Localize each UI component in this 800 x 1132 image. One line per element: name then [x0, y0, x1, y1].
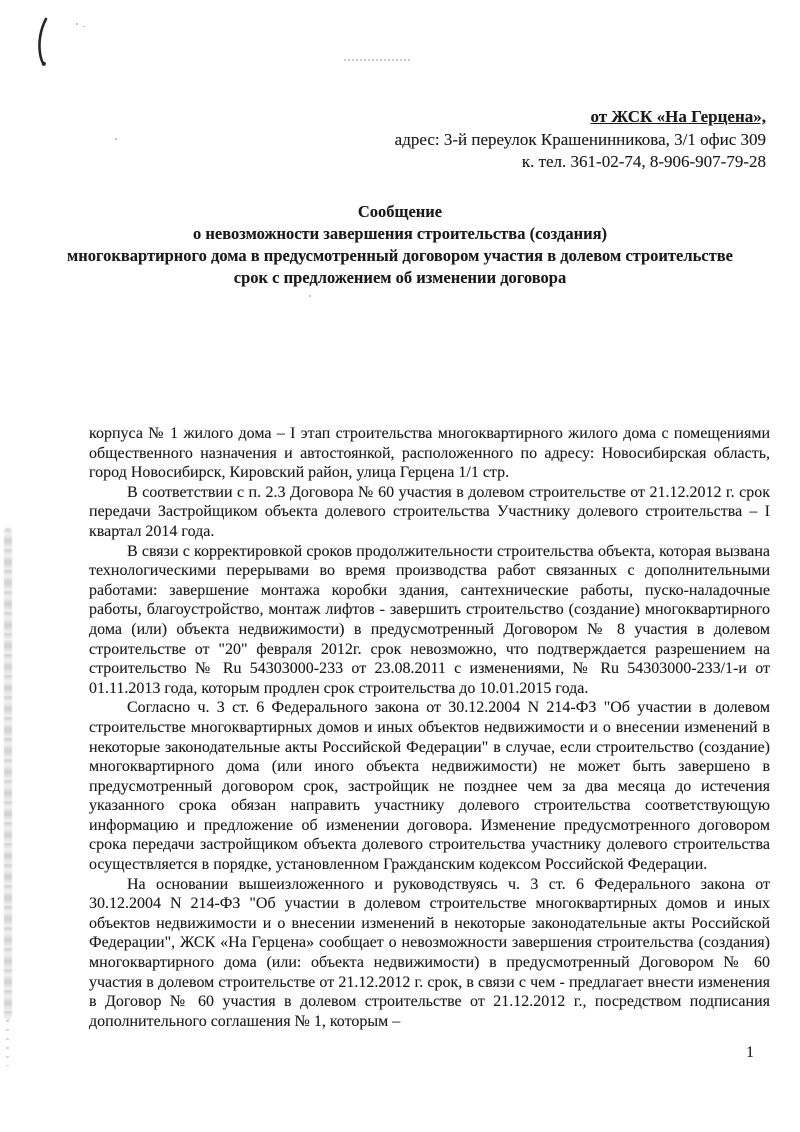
sender-header [395, 106, 766, 174]
handwritten-pen-mark [33, 16, 55, 70]
scan-artifact-dashes [344, 59, 410, 61]
body-paragraph: На основании вышеизложенного и руководствуясь ч. 3 ст. 6 Федерального закона от 30.12.2004 N 214-ФЗ "Об участии в долевом строительстве многоквартирных домов и иных объектов недвижимости и о внесении изменений в некоторые законодательные акты Российской Федерации", ЖСК «На Герцена» сообщает о невозможности завершения строительства (создания) многоквартирного дома (или: объекта недвижимости) в предусмотренный Договором № 60 участия в долевом строительстве от 21.12.2012 г. срок, в связи с чем - предлагает внести изменения в Договор № 60 участия в долевом строительстве от 21.12.2012 г., посредством подписания дополнительного соглашения № 1, которым – [89, 875, 770, 1030]
scan-speck [115, 138, 117, 140]
scan-speck [76, 23, 78, 25]
body-paragraph: В соответствии с п. 2.3 Договора № 60 участия в долевом строительстве от 21.12.2012 г. срок передачи Застройщиком объекта долевого строительства Участнику долевого строительства – I квартал 2014 года. [89, 483, 770, 540]
scan-speck [309, 295, 311, 297]
scan-speck [83, 26, 85, 27]
body-paragraph: корпуса № 1 жилого дома – I этап строительства многоквартирного жилого дома с помещениями общественного назначения и автостоянкой, расположенного по адресу: Новосибирская область, город Новосибирск, Кировский район, улица Герцена 1/1 стр. [89, 425, 770, 482]
document-body [89, 424, 770, 1031]
title-line: о невозможности завершения строительства (создания) [192, 224, 608, 243]
title-line: многоквартирного дома в предусмотренный договором участия в долевом строительстве [67, 246, 733, 265]
sender-phone: к. тел. 361-02-74, 8-906-907-79-28 [521, 152, 766, 171]
scan-streak [4, 528, 12, 1020]
title-line: Сообщение [357, 202, 443, 221]
sender-address: адрес: 3-й переулок Крашенинникова, 3/1 офис 309 [394, 129, 766, 149]
scan-streak-tail [6, 1020, 9, 1066]
body-paragraph: В связи с корректировкой сроков продолжительности строительства объекта, которая вызвана технологическими перерывами во время производства работ связанных с дополнительными работами: завершение монтажа коробки здания, сантехнические работы, пуско-наладочные работы, благоустройство, монтаж лифтов - завершить строительство (создание) многоквартирного дома (или) объекта недвижимости) в предусмотренный Договором № 8 участия в долевом строительстве от "20" февраля 2012г. срок невозможно, что подтверждается разрешением на строительство № Ru 54303000-233 от 23.08.2011 с изменениями, № Ru 54303000-233/1-и от 01.11.2013 года, которым продлен срок строительства до 10.01.2015 года. [89, 542, 770, 697]
title-line: срок с предложением об изменении договора [233, 268, 567, 287]
sender-name: от ЖСК «На Герцена», [590, 107, 766, 126]
body-paragraph: Согласно ч. 3 ст. 6 Федерального закона от 30.12.2004 N 214-ФЗ "Об участии в долевом строительстве многоквартирных домов и иных объектов недвижимости и о внесении изменений в некоторые законодательные акты Российской Федерации" в случае, если строительство (создание) многоквартирного дома (или иного объекта недвижимости) не может быть завершено в предусмотренный договором срок, застройщик не позднее чем за два месяца до истечения указанного срока обязан направить участнику долевого строительства соответствующую информацию и предложение об изменении договора. Изменение предусмотренного договором срока передачи застройщиком объекта долевого строительства участнику долевого строительства осуществляется в порядке, установленном Гражданским кодексом Российской Федерации. [89, 699, 770, 874]
page-number: 1 [746, 1044, 754, 1061]
document-title [0, 201, 800, 289]
